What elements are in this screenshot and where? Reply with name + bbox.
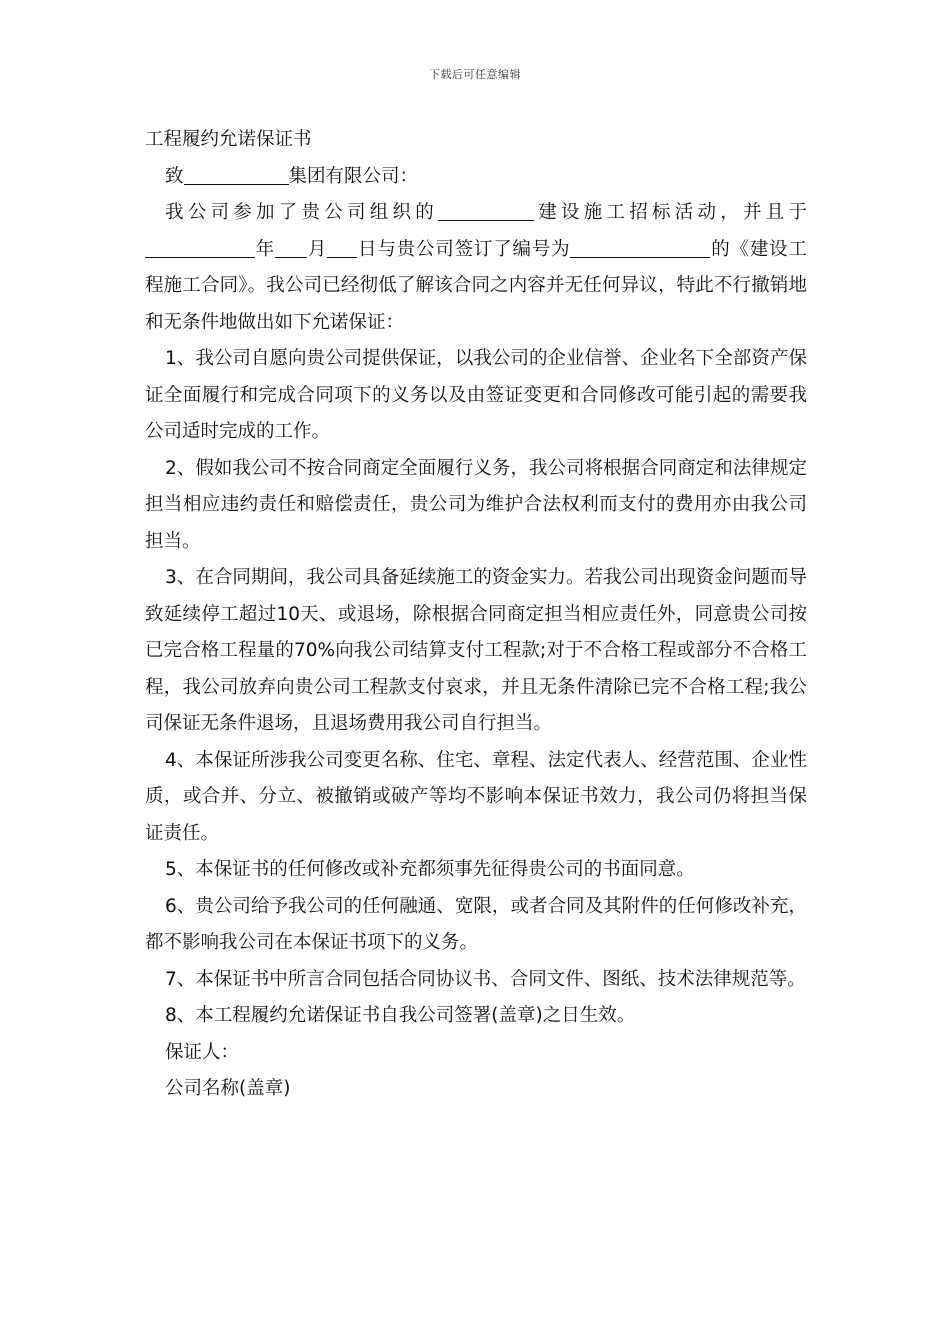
item-4: 4、本保证所涉我公司变更名称、住宅、章程、法定代表人、经营范围、企业性质，或合并、分立、被撤销或破产等均不影响本保证书效力，我公司仍将担当保证责任。 [145,749,807,844]
item-2: 2、假如我公司不按合同商定全面履行义务，我公司将根据合同商定和法律规定担当相应违约责任和赔偿责任，贵公司为维护合法权利而支付的费用亦由我公司担当。 [145,457,807,552]
item-7: 7、本保证书中所言合同包括合同协议书、合同文件、图纸、技术法律规范等。 [165,968,806,990]
company-name-blank [184,162,289,185]
item-8: 8、本工程履约允诺保证书自我公司签署(盖章)之日生效。 [165,1005,636,1026]
item-1: 1、我公司自愿向贵公司提供保证，以我公司的企业信誉、企业名下全部资产保证全面履行和完成合同项下的义务以及由签证变更和合同修改可能引起的需要我公司适时完成的工作。 [145,348,807,442]
salutation-prefix: 致 [165,165,184,187]
company-label: 公司名称(盖章) [165,1078,291,1099]
salutation-suffix: 集团有限公司： [288,165,419,187]
document-body [145,122,807,1108]
project-name-blank [438,198,534,221]
intro-paragraph [145,195,807,341]
intro-part1: 我公司参加了贵公司组织的 [165,202,438,223]
intro-part3: 年 [255,238,276,260]
contract-number-blank [570,235,710,258]
document-title: 工程履约允诺保证书 [145,129,312,150]
item-3: 3、在合同期间，我公司具备延续施工的资金实力。若我公司出现资金问题而导致延续停工超过10天、或退场，除根据合同商定担当相应责任外，同意贵公司按已完合格工程量的70%向我公司结算支付工程款;对于不合格工程或部分不合格工程，我公司放弃向贵公司工程款支付哀求，并且无条件清除已完不合格工程;我公司保证无条件退场，且退场费用我公司自行担当。 [145,567,807,734]
month-blank [275,235,307,258]
salutation [145,159,807,196]
header-note: 下载后可任意编辑 [429,68,521,81]
year-blank [145,235,255,258]
intro-part4: 月 [307,238,328,260]
day-blank [327,235,357,258]
item-5: 5、本保证书的任何修改或补充都须事先征得贵公司的书面同意。 [165,859,695,880]
intro-part5: 日与贵公司签订了编号为 [357,238,571,260]
intro-part2: 建设施工招标活动，并且于 [534,202,807,223]
guarantor-label: 保证人： [165,1041,240,1063]
intro-part6: 的《建设工程施工合同》。我公司已经彻低了解该合同之内容并无任何异议，特此不行撤销地和无条件地做出如下允诺保证： [145,238,807,333]
item-6: 6、贵公司给予我公司的任何融通、宽限，或者合同及其附件的任何修改补充，都不影响我公司在本保证书项下的义务。 [145,895,807,953]
